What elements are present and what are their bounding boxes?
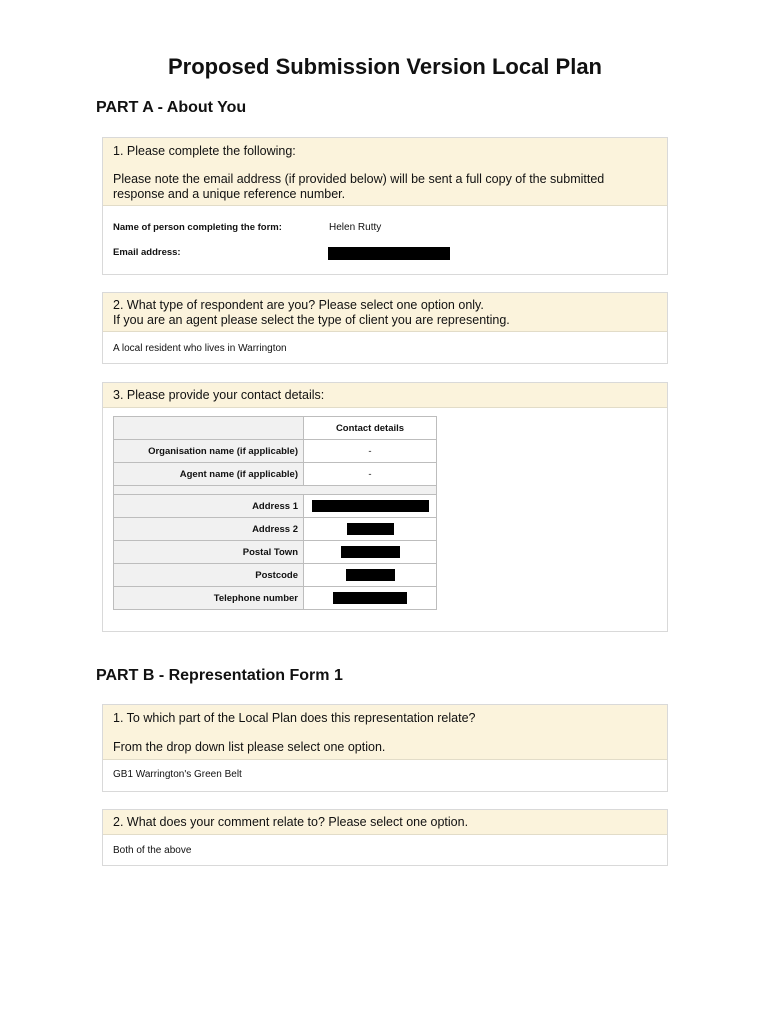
question-1-box xyxy=(102,137,668,275)
question-1-header xyxy=(103,138,667,206)
row-value: - xyxy=(304,440,437,463)
question-2-note: If you are an agent please select the type of client you are representing. xyxy=(113,313,510,327)
row-label: Agent name (if applicable) xyxy=(114,463,304,486)
table-row xyxy=(114,587,437,610)
page-title: Proposed Submission Version Local Plan xyxy=(168,54,602,79)
question-2-header xyxy=(103,293,667,332)
row-label: Telephone number xyxy=(114,587,304,610)
contact-details-table xyxy=(113,416,437,610)
question-2-text: 2. What type of respondent are you? Please select one option only. xyxy=(113,298,484,312)
part-b-question-1-note: From the drop down list please select one option. xyxy=(113,740,386,754)
question-1-note: Please note the email address (if provided below) will be sent a full copy of the submitted xyxy=(113,172,605,186)
row-label: Address 1 xyxy=(114,495,304,518)
row-value xyxy=(304,518,437,541)
table-header-blank xyxy=(114,417,304,440)
part-a-heading: PART A - About You xyxy=(96,99,247,116)
table-row xyxy=(114,564,437,587)
part-b-question-2-box xyxy=(102,809,668,866)
row-label: Address 2 xyxy=(114,518,304,541)
row-value: - xyxy=(304,463,437,486)
part-b-heading: PART B - Representation Form 1 xyxy=(96,667,343,684)
part-b-question-2-answer: Both of the above xyxy=(113,845,192,856)
question-3-header xyxy=(103,383,667,408)
name-value: Helen Rutty xyxy=(329,222,382,233)
postcode-redaction xyxy=(346,569,395,581)
part-b-question-1-answer: GB1 Warrington's Green Belt xyxy=(113,769,242,780)
row-label: Organisation name (if applicable) xyxy=(114,440,304,463)
part-b-question-1-text: 1. To which part of the Local Plan does this representation relate? xyxy=(113,711,476,725)
row-value xyxy=(304,564,437,587)
table-header-row xyxy=(114,417,437,440)
email-label: Email address: xyxy=(113,247,181,258)
question-1-note-cont: response and a unique reference number. xyxy=(113,187,346,201)
table-row xyxy=(114,541,437,564)
row-value xyxy=(304,587,437,610)
table-row xyxy=(114,495,437,518)
table-header-contact: Contact details xyxy=(304,417,437,440)
part-b-question-2-header xyxy=(103,810,667,835)
table-separator xyxy=(114,486,437,495)
part-b-question-1-header xyxy=(103,705,667,760)
table-row xyxy=(114,518,437,541)
question-2-answer: A local resident who lives in Warrington xyxy=(113,343,287,354)
email-redaction xyxy=(328,247,450,260)
row-value xyxy=(304,495,437,518)
postal-town-redaction xyxy=(341,546,400,558)
separator-cell xyxy=(114,486,437,495)
row-label: Postal Town xyxy=(114,541,304,564)
question-1-text: 1. Please complete the following: xyxy=(113,144,296,158)
telephone-redaction xyxy=(333,592,407,604)
address-1-redaction xyxy=(312,500,429,512)
name-label: Name of person completing the form: xyxy=(113,222,282,233)
question-3-box xyxy=(102,382,668,632)
part-b-question-1-box xyxy=(102,704,668,792)
question-3-text: 3. Please provide your contact details: xyxy=(113,388,325,402)
row-label: Postcode xyxy=(114,564,304,587)
table-row xyxy=(114,463,437,486)
question-2-box xyxy=(102,292,668,364)
row-value xyxy=(304,541,437,564)
part-b-question-2-text: 2. What does your comment relate to? Please select one option. xyxy=(113,815,469,829)
address-2-redaction xyxy=(347,523,394,535)
table-row xyxy=(114,440,437,463)
